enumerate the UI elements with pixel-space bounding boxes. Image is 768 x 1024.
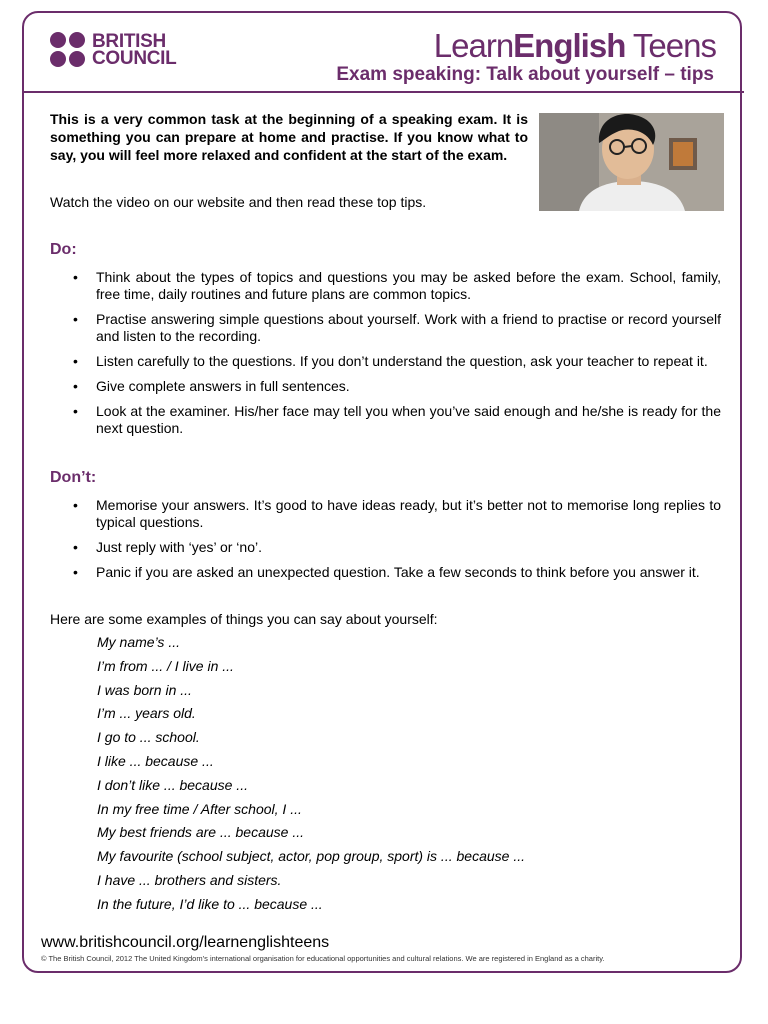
header-divider [22,91,744,93]
watch-video-text: Watch the video on our website and then read these top tips. [50,194,427,210]
student-photo [539,113,724,211]
do-item: • Look at the examiner. His/her face may tell you when you’ve said enough and he/she is ready for the next question. [73,403,721,436]
example-phrases [97,634,525,920]
do-item: • Listen carefully to the questions. If you don’t understand the question, ask your teacher to repeat it. [73,353,708,369]
example-phrase: In my free time / After school, I ... [97,800,302,817]
dont-item: • Memorise your answers. It’s good to have ideas ready, but it’s better not to memorise long replies to typical questions. [73,497,721,530]
british-council-logo [50,32,176,68]
example-phrase: I don’t like ... because ... [97,776,248,793]
do-item: • Think about the types of topics and questions you may be asked before the exam. School, family, free time, daily routines and future plans are common topics. [73,269,721,302]
dont-item: • Panic if you are asked an unexpected question. Take a few seconds to think before you answer it. [73,564,700,580]
example-phrase: In the future, I’d like to ... because ... [97,895,323,912]
dont-heading: Don’t: [50,469,97,486]
example-phrase: My best friends are ... because ... [97,824,304,841]
logo-line2: COUNCIL [92,48,177,69]
example-phrase: I’m ... years old. [97,705,196,722]
example-phrase: I go to ... school. [97,729,200,746]
do-heading: Do: [50,241,77,258]
logo-dots-icon [50,32,86,68]
do-item: • Practise answering simple questions about yourself. Work with a friend to practise or record yourself and listen to the recording. [73,311,721,344]
page-title: Exam speaking: Talk about yourself – tips [336,64,714,85]
learnenglish-teens-brand: LearnEnglish Teens [433,27,716,64]
footer-website-link[interactable]: www.britishcouncil.org/learnenglishteens [41,934,330,951]
example-phrase: I was born in ... [97,681,192,698]
examples-intro: Here are some examples of things you can say about yourself: [50,611,438,627]
do-list [50,269,721,445]
example-phrase: My name’s ... [97,634,180,650]
dont-item: • Just reply with ‘yes’ or ‘no’. [73,539,262,555]
intro-paragraph: This is a very common task at the beginning of a speaking exam. It is something you can prepare at home and practise. If you know what to say, you will feel more relaxed and confident at the start of the exam. [50,111,528,163]
do-item: • Give complete answers in full sentences. [73,378,350,394]
example-phrase: I’m from ... / I live in ... [97,657,234,674]
footer-copyright: © The British Council, 2012 The United Kingdom’s international organisation for educational opportunities and cultural relations. We are registered in England as a charity. [41,954,605,963]
dont-list [50,497,721,589]
example-phrase: I have ... brothers and sisters. [97,871,282,888]
logo-line1: BRITISH [92,31,166,52]
example-phrase: I like ... because ... [97,752,214,769]
example-phrase: My favourite (school subject, actor, pop group, sport) is ... because ... [97,848,525,865]
